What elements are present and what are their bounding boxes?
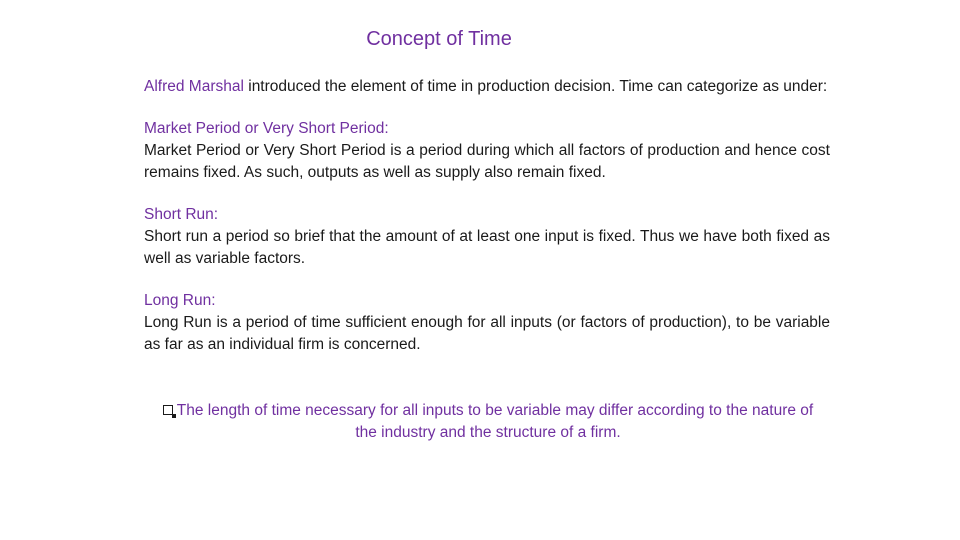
section-long-run [144, 290, 830, 356]
note-bullet [150, 400, 826, 444]
checkbox-bullet-icon [163, 405, 173, 415]
section-heading: Long Run: [144, 292, 216, 309]
section-short-run [144, 204, 830, 270]
author-name: Alfred Marshal [144, 78, 244, 95]
section-body: Market Period or Very Short Period is a period during which all factors of production and hence cost remains fixed. As such, outputs as well as supply also remain fixed. [144, 142, 830, 181]
intro-text: introduced the element of time in production decision. Time can categorize as under: [243, 78, 828, 95]
slide-title: Concept of Time [366, 28, 512, 50]
slide-content [144, 76, 830, 376]
section-body: Long Run is a period of time sufficient enough for all inputs (or factors of production), to be variable as far as an individual firm is concerned. [144, 314, 830, 353]
section-heading: Short Run: [144, 206, 219, 223]
section-body: Short run a period so brief that the amount of at least one input is fixed. Thus we have both fixed as well as variable factors. [144, 228, 830, 267]
section-market-period [144, 118, 830, 184]
intro-paragraph [144, 76, 830, 98]
note-text: The length of time necessary for all inputs to be variable may differ according to the nature of the industry and the structure of a firm. [176, 402, 814, 441]
section-heading: Market Period or Very Short Period: [144, 120, 389, 137]
